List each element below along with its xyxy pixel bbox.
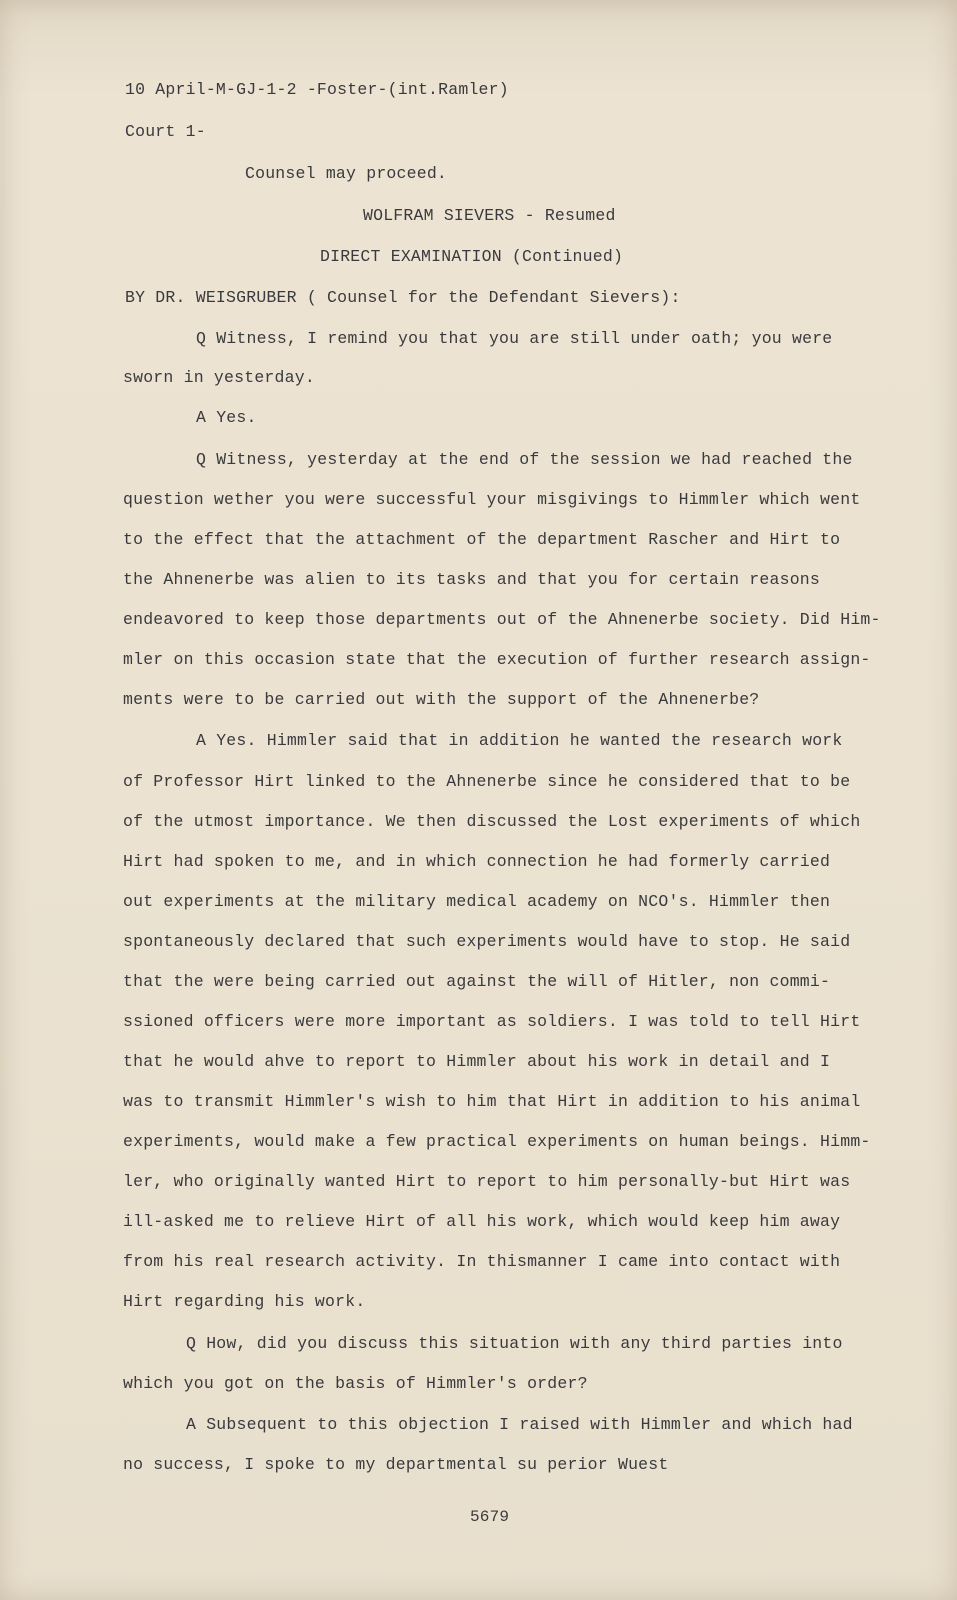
body-line: out experiments at the military medical academy on NCO's. Himmler then bbox=[123, 892, 831, 911]
body-line: A Yes. Himmler said that in addition he wanted the research work bbox=[196, 731, 843, 750]
body-line: Hirt regarding his work. bbox=[123, 1292, 366, 1311]
body-line: ler, who originally wanted Hirt to report to him personally-but Hirt was bbox=[123, 1172, 851, 1191]
body-line: the Ahnenerbe was alien to its tasks and that you for certain reasons bbox=[123, 570, 821, 589]
body-line: sworn in yesterday. bbox=[123, 368, 315, 387]
body-line: A Subsequent to this objection I raised with Himmler and which had bbox=[186, 1415, 853, 1434]
body-line: Hirt had spoken to me, and in which connection he had formerly carried bbox=[123, 852, 831, 871]
body-line: experiments, would make a few practical experiments on human beings. Himm- bbox=[123, 1132, 871, 1151]
body-line: mler on this occasion state that the execution of further research assign- bbox=[123, 650, 871, 669]
body-line: Q Witness, yesterday at the end of the session we had reached the bbox=[196, 450, 853, 469]
body-line: spontaneously declared that such experiments would have to stop. He said bbox=[123, 932, 851, 951]
header-line: 10 April-M-GJ-1-2 -Foster-(int.Ramler) bbox=[125, 80, 509, 99]
body-line: of Professor Hirt linked to the Ahnenerbe since he considered that to be bbox=[123, 772, 851, 791]
body-line: ill-asked me to relieve Hirt of all his work, which would keep him away bbox=[123, 1212, 841, 1231]
body-line: which you got on the basis of Himmler's order? bbox=[123, 1374, 588, 1393]
court-line: Court 1- bbox=[125, 122, 206, 141]
witness-heading: WOLFRAM SIEVERS - Resumed bbox=[363, 206, 616, 225]
page-number: 5679 bbox=[470, 1508, 510, 1526]
body-line: was to transmit Himmler's wish to him that Hirt in addition to his animal bbox=[123, 1092, 861, 1111]
body-line: that the were being carried out against the will of Hitler, non commi- bbox=[123, 972, 831, 991]
body-line: Q Witness, I remind you that you are still under oath; you were bbox=[196, 329, 833, 348]
body-line: ssioned officers were more important as soldiers. I was told to tell Hirt bbox=[123, 1012, 861, 1031]
body-line: no success, I spoke to my departmental su perior Wuest bbox=[123, 1455, 669, 1474]
body-line: to the effect that the attachment of the department Rascher and Hirt to bbox=[123, 530, 841, 549]
body-line: of the utmost importance. We then discussed the Lost experiments of which bbox=[123, 812, 861, 831]
body-line: from his real research activity. In thismanner I came into contact with bbox=[123, 1252, 841, 1271]
proceed-line: Counsel may proceed. bbox=[245, 164, 448, 183]
body-line: A Yes. bbox=[196, 408, 257, 427]
by-line: BY DR. WEISGRUBER ( Counsel for the Defendant Sievers): bbox=[125, 288, 681, 307]
body-line: ments were to be carried out with the support of the Ahnenerbe? bbox=[123, 690, 760, 709]
body-line: that he would ahve to report to Himmler about his work in detail and I bbox=[123, 1052, 831, 1071]
body-line: question wether you were successful your misgivings to Himmler which went bbox=[123, 490, 861, 509]
body-line: Q How, did you discuss this situation with any third parties into bbox=[186, 1334, 843, 1353]
body-line: endeavored to keep those departments out of the Ahnenerbe society. Did Him- bbox=[123, 610, 881, 629]
exam-heading: DIRECT EXAMINATION (Continued) bbox=[320, 247, 624, 266]
